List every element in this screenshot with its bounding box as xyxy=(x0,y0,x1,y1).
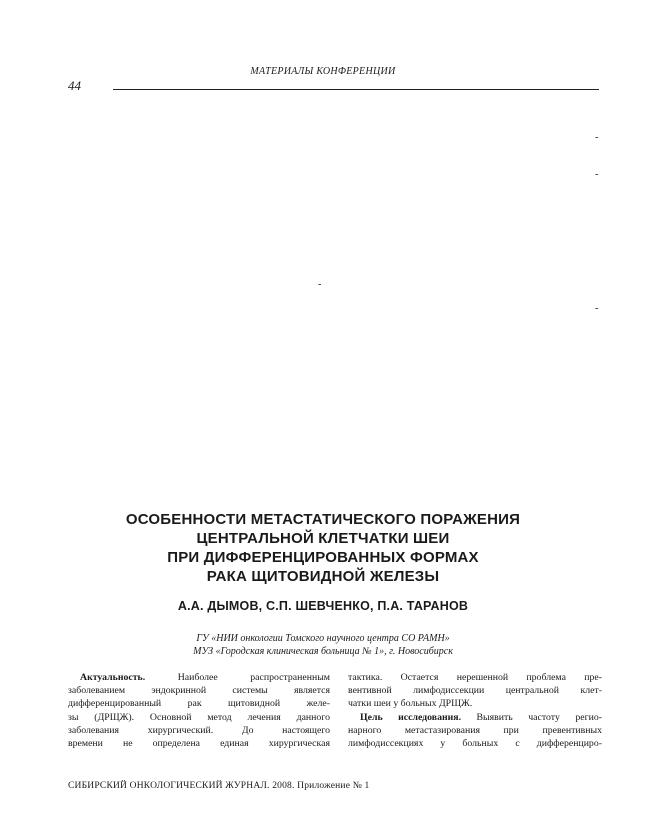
left-line-5: заболевания хирургический. До настоящего xyxy=(68,724,330,736)
left-line-1-text: Наиболее распространенным xyxy=(145,672,330,683)
left-line-3: дифференцированный рак щитовидной желе- xyxy=(68,698,330,710)
page-number: 44 xyxy=(68,78,81,93)
affiliations xyxy=(0,632,646,658)
left-line-1 xyxy=(68,671,330,684)
margin-dash-3: - xyxy=(318,279,322,290)
right-line-4-text: Выявить частоту регио- xyxy=(461,711,602,723)
title-line-4: РАКА ЩИТОВИДНОЙ ЖЕЛЕЗЫ xyxy=(206,568,440,585)
right-line-3: чатки шеи у больных ДРЩЖ. xyxy=(348,698,473,710)
right-line-5: нарного метастазирования при превентивных xyxy=(348,724,602,736)
lead-study-goal: Цель исследования. xyxy=(360,711,462,723)
margin-dash-1: - xyxy=(595,132,599,143)
body-column-right xyxy=(348,671,602,750)
authors: А.А. ДЫМОВ, С.П. ШЕВЧЕНКО, П.А. ТАРАНОВ xyxy=(177,599,469,613)
margin-dash-4: - xyxy=(595,303,599,314)
title-line-2: ЦЕНТРАЛЬНОЙ КЛЕТЧАТКИ ШЕИ xyxy=(196,530,450,547)
left-line-2: заболеванием эндокринной системы является xyxy=(68,685,330,697)
affiliation-2: МУЗ «Городская клиническая больница № 1», г. Новосибирск xyxy=(193,646,453,657)
lead-relevance: Актуальность. xyxy=(80,672,146,683)
article-title xyxy=(60,510,586,586)
right-line-4 xyxy=(348,711,602,724)
body-column-left xyxy=(68,671,330,750)
right-line-1: тактика. Остается нерешенной проблема пре- xyxy=(348,672,602,683)
title-line-1: ОСОБЕННОСТИ МЕТАСТАТИЧЕСКОГО ПОРАЖЕНИЯ xyxy=(125,511,521,528)
title-line-3: ПРИ ДИФФЕРЕНЦИРОВАННЫХ ФОРМАХ xyxy=(167,549,479,566)
left-line-4: зы (ДРЩЖ). Основной метод лечения данного xyxy=(68,711,330,723)
right-line-6: лимфодиссекциях у больных с дифференциро- xyxy=(348,738,602,750)
left-line-6: времени не определена единая хирургическая xyxy=(68,738,330,750)
margin-dash-2: - xyxy=(595,169,599,180)
running-header-title: МАТЕРИАЛЫ КОНФЕРЕНЦИИ xyxy=(250,66,396,77)
affiliation-1: ГУ «НИИ онкологии Томского научного центра СО РАМН» xyxy=(196,633,450,644)
right-line-2: вентивной лимфодиссекции центральной клет- xyxy=(348,685,602,697)
header-rule xyxy=(113,89,599,90)
journal-footer: СИБИРСКИЙ ОНКОЛОГИЧЕСКИЙ ЖУРНАЛ. 2008. Приложение № 1 xyxy=(68,781,370,791)
